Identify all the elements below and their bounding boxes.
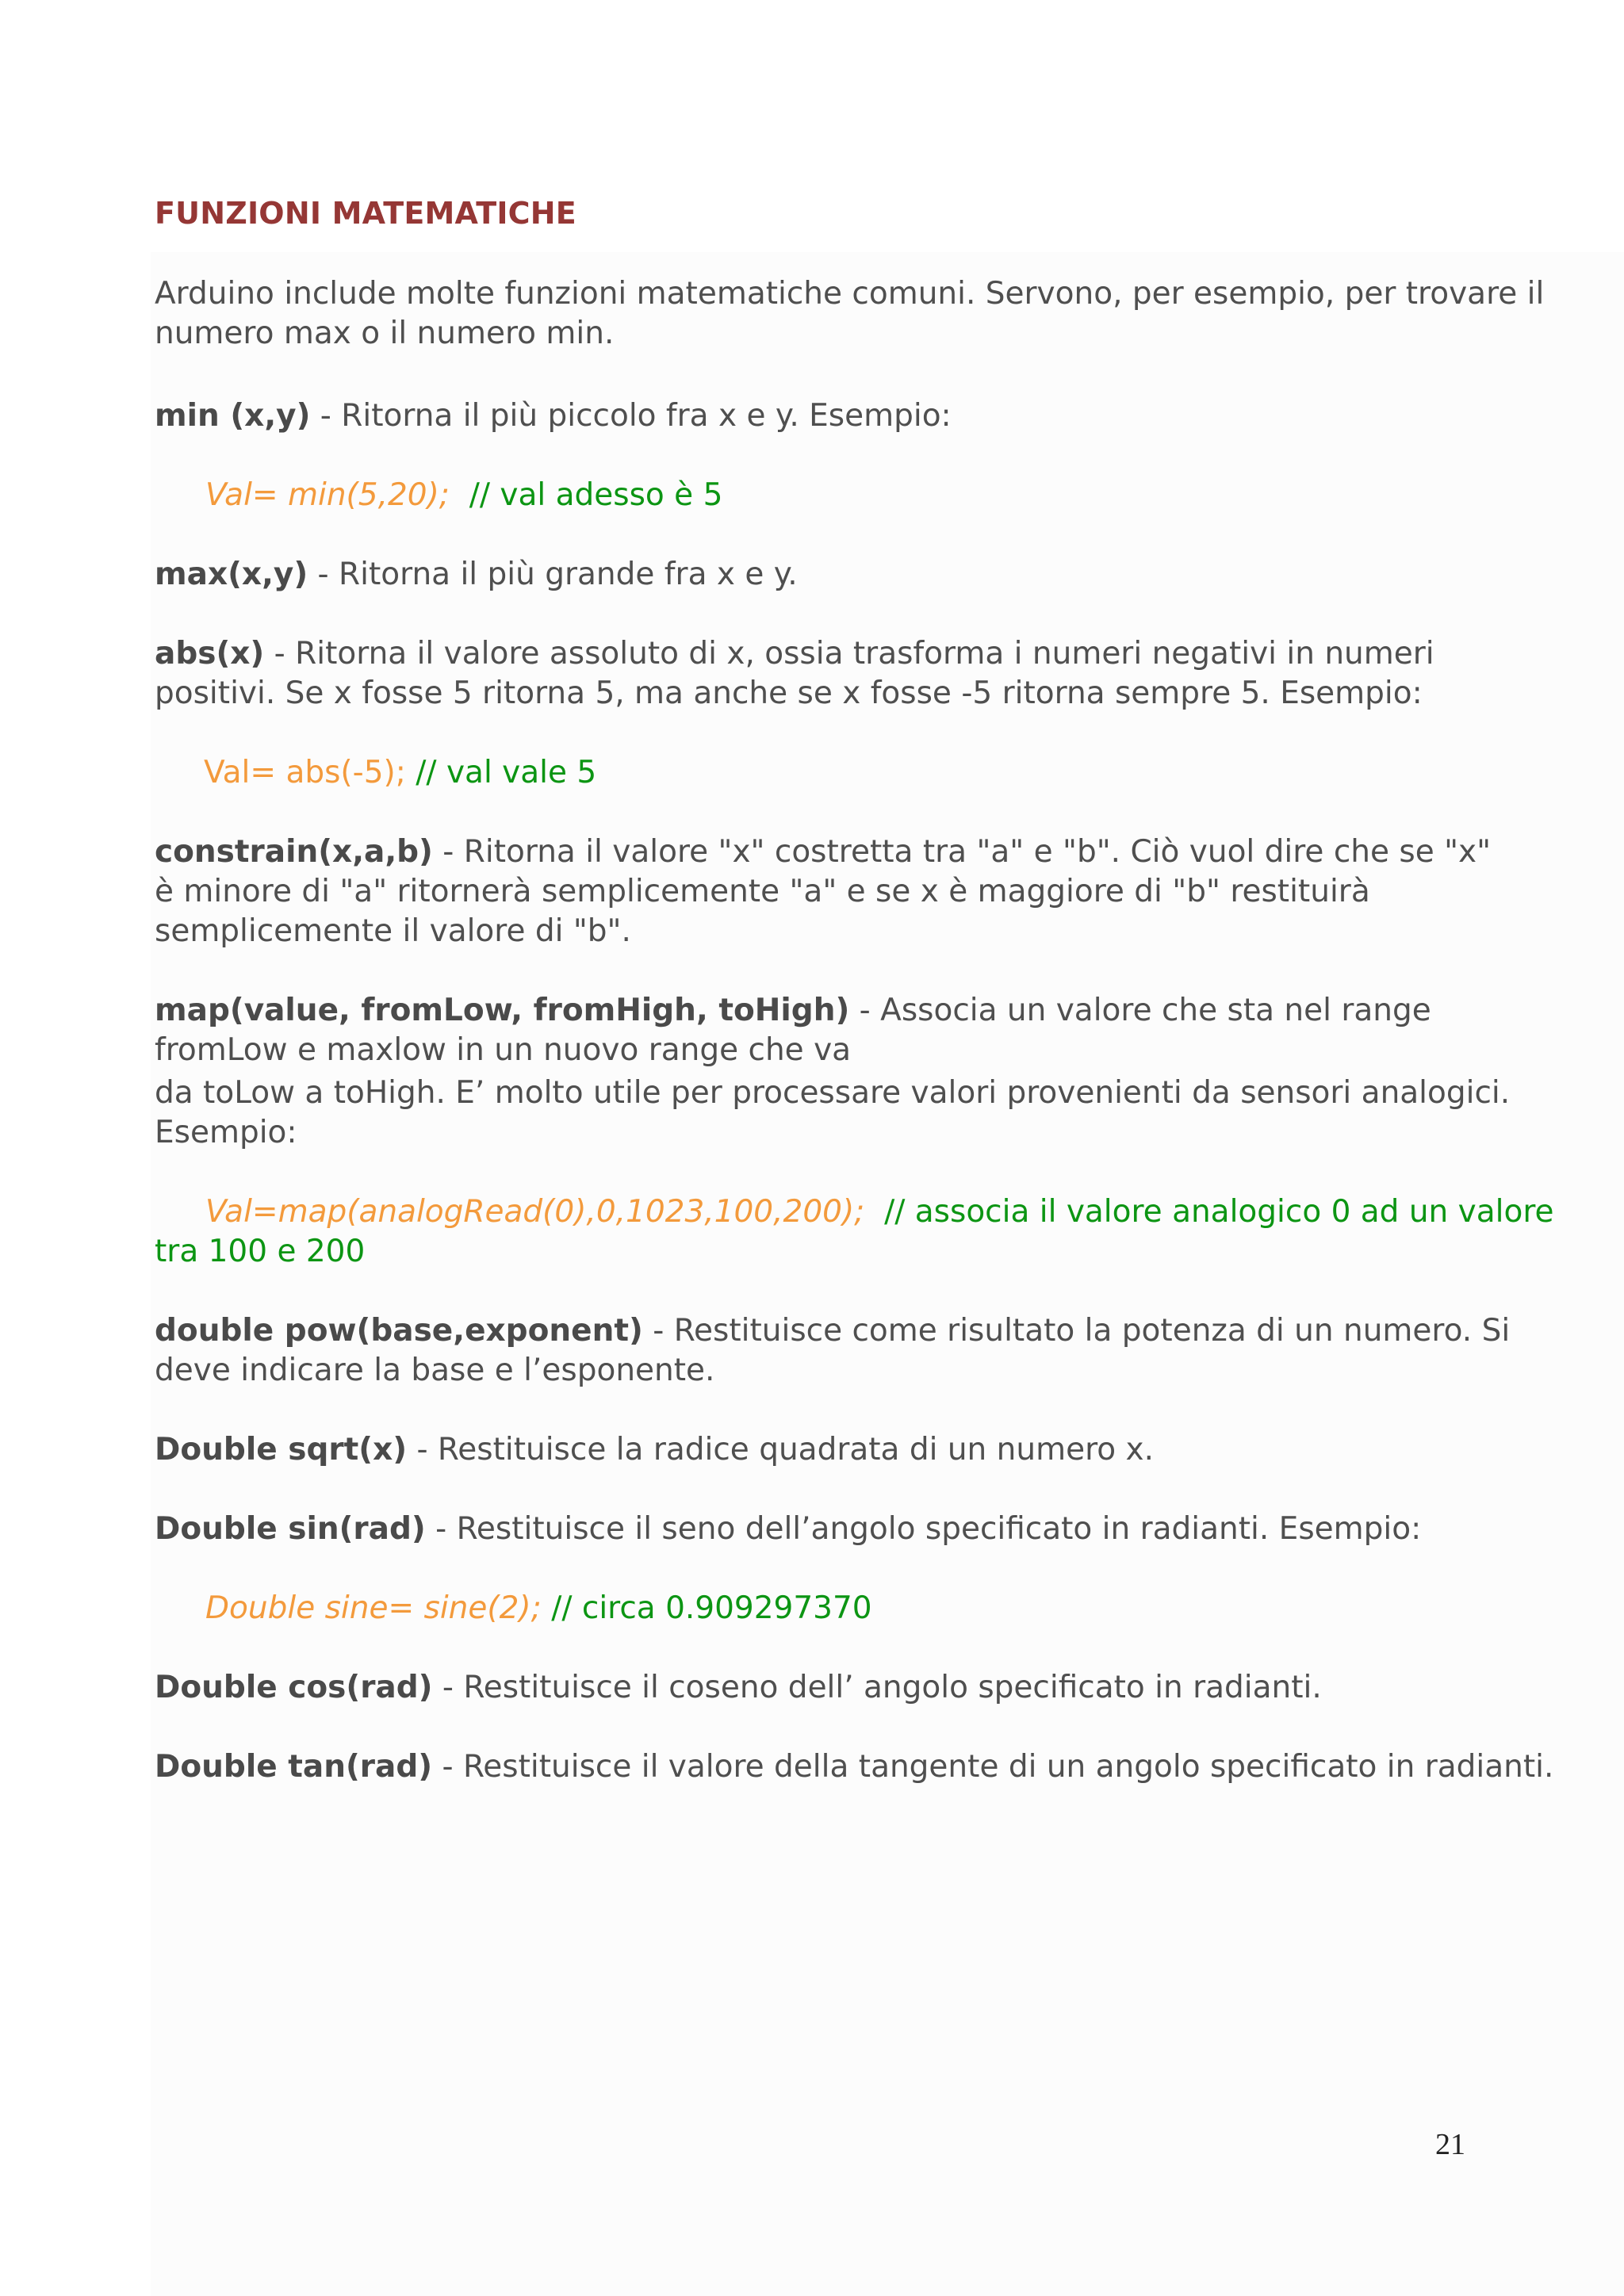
map-line-4: Esempio: — [155, 1115, 297, 1150]
abs-line-2: positivi. Se x fosse 5 ritorna 5, ma anche se x fosse -5 ritorna sempre 5. Esempio: — [155, 675, 1423, 711]
max-definition — [155, 555, 798, 595]
intro-line-2: numero max o il numero min. — [155, 316, 615, 351]
map-line-2: fromLow e maxlow in un nuovo range che va — [155, 1032, 852, 1068]
min-signature: min (x,y) — [155, 398, 311, 434]
tan-definition — [155, 1747, 1553, 1787]
sin-code: Double sine= sine(2); — [205, 1590, 542, 1626]
map-signature: map(value, fromLow, fromHigh, toHigh) — [155, 993, 850, 1028]
abs-signature: abs(x) — [155, 636, 265, 672]
map-definition — [155, 991, 1431, 1031]
page-number: 21 — [1435, 2128, 1465, 2161]
abs-comment: // val vale 5 — [416, 755, 597, 790]
sin-definition — [155, 1510, 1421, 1549]
constrain-description: - Ritorna il valore "x" costretta tra "a" e "b". Ciò vuol dire che se "x" — [432, 834, 1492, 870]
map-code: Val=map(analogRead(0),0,1023,100,200); — [205, 1194, 865, 1230]
map-comment: // associa il valore analogico 0 ad un valore — [884, 1194, 1554, 1230]
max-signature: max(x,y) — [155, 557, 308, 592]
sin-comment: // circa 0.909297370 — [551, 1590, 872, 1626]
sin-example — [205, 1589, 872, 1628]
map-line-3: da toLow a toHigh. E’ molto utile per processare valori provenienti da sensori analogici. — [155, 1075, 1511, 1111]
min-example — [205, 476, 722, 515]
abs-definition — [155, 634, 1434, 674]
tan-signature: Double tan(rad) — [155, 1749, 433, 1785]
sqrt-description: - Restituisce la radice quadrata di un numero x. — [407, 1432, 1155, 1468]
abs-example — [204, 753, 596, 793]
sqrt-definition — [155, 1430, 1154, 1470]
sin-description: - Restituisce il seno dell’angolo specificato in radianti. Esempio: — [425, 1511, 1422, 1547]
cos-signature: Double cos(rad) — [155, 1670, 433, 1705]
map-description: - Associa un valore che sta nel range — [849, 993, 1431, 1028]
intro-line-1: Arduino include molte funzioni matematiche comuni. Servono, per esempio, per trovare il — [155, 276, 1545, 312]
pow-signature: double pow(base,exponent) — [155, 1313, 643, 1349]
cos-definition — [155, 1668, 1322, 1708]
min-definition — [155, 396, 952, 436]
section-heading: FUNZIONI MATEMATICHE — [155, 196, 576, 231]
pow-line-2: deve indicare la base e l’esponente. — [155, 1353, 715, 1388]
max-description: - Ritorna il più grande fra x e y. — [308, 557, 798, 592]
min-code: Val= min(5,20); — [205, 477, 450, 513]
pow-definition — [155, 1311, 1510, 1351]
abs-code: Val= abs(-5); — [204, 755, 406, 790]
map-example — [205, 1192, 1554, 1232]
constrain-definition — [155, 832, 1491, 872]
cos-description: - Restituisce il coseno dell’ angolo specificato in radianti. — [432, 1670, 1322, 1705]
sin-signature: Double sin(rad) — [155, 1511, 426, 1547]
sqrt-signature: Double sqrt(x) — [155, 1432, 408, 1468]
min-description: - Ritorna il più piccolo fra x e y. Esempio: — [310, 398, 952, 434]
abs-description: - Ritorna il valore assoluto di x, ossia trasforma i numeri negativi in numeri — [264, 636, 1434, 672]
pow-description: - Restituisce come risultato la potenza di un numero. Si — [642, 1313, 1511, 1349]
min-comment: // val adesso è 5 — [469, 477, 723, 513]
tan-description: - Restituisce il valore della tangente di un angolo specificato in radianti. — [432, 1749, 1554, 1785]
constrain-line-2: è minore di "a" ritornerà semplicemente "a" e se x è maggiore di "b" restituirà — [155, 874, 1370, 909]
constrain-line-3: semplicemente il valore di "b". — [155, 913, 631, 949]
constrain-signature: constrain(x,a,b) — [155, 834, 433, 870]
map-comment-line-2: tra 100 e 200 — [155, 1234, 366, 1269]
